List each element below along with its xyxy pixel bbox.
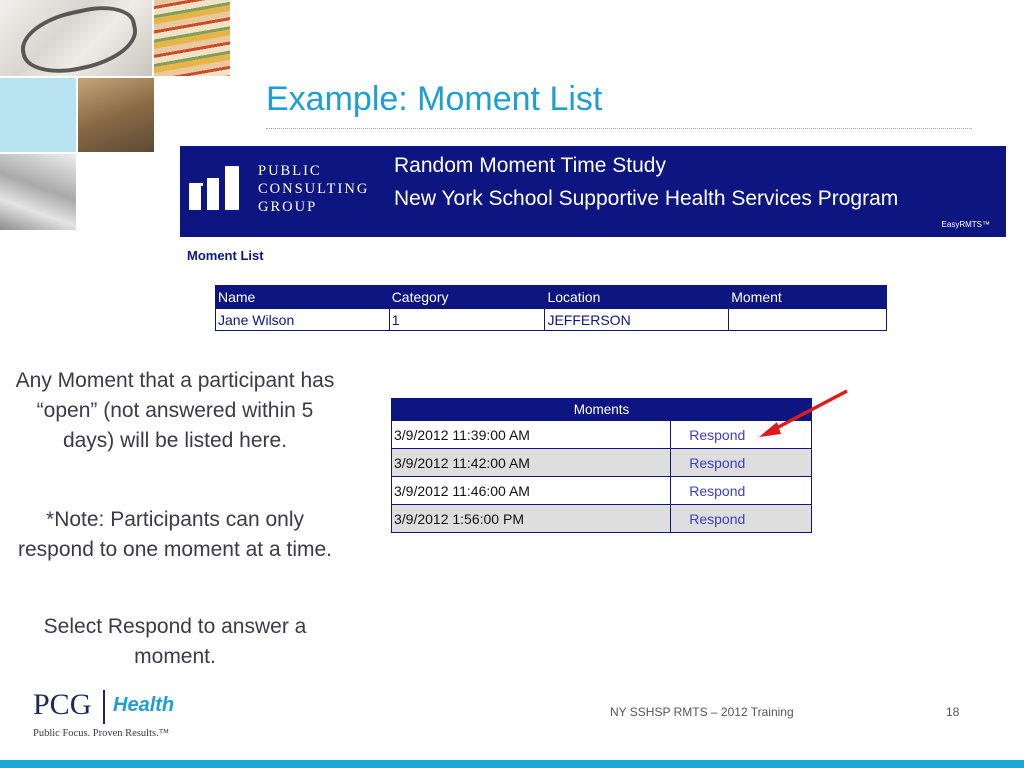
respond-link[interactable]: Respond	[671, 421, 812, 449]
column-header-location: Location	[545, 286, 729, 309]
respond-link[interactable]: Respond	[671, 477, 812, 505]
table-row	[392, 505, 812, 533]
pcg-health-logo	[33, 688, 213, 748]
column-header-category: Category	[389, 286, 545, 309]
glasses-image	[15, 0, 143, 76]
page-number: 18	[946, 705, 960, 719]
respond-link[interactable]: Respond	[671, 449, 812, 477]
pcg-pillars-icon	[189, 166, 245, 210]
bottom-accent-bar	[0, 760, 1024, 768]
cell-category: 1	[389, 309, 545, 331]
photo-office-people	[78, 78, 154, 152]
moment-time: 3/9/2012 11:39:00 AM	[392, 421, 671, 449]
pcg-wordmark	[258, 162, 369, 216]
moments-table	[391, 398, 812, 533]
banner-subtitle: New York School Supportive Health Services Program	[394, 187, 899, 210]
photo-papers-glasses	[0, 0, 152, 76]
cell-location: JEFFERSON	[545, 309, 729, 331]
moment-time: 3/9/2012 1:56:00 PM	[392, 505, 671, 533]
table-row	[392, 477, 812, 505]
note-one-moment: *Note: Participants can only respond to one moment at a time.	[17, 508, 332, 561]
cell-name: Jane Wilson	[216, 309, 390, 331]
table-header-row	[216, 286, 887, 309]
respond-link[interactable]: Respond	[671, 505, 812, 533]
photo-blue-tile	[0, 78, 76, 152]
product-badge: EasyRMTS™	[941, 220, 990, 229]
footer-text: NY SSHSP RMTS – 2012 Training	[610, 705, 794, 719]
red-arrow-icon	[755, 388, 850, 440]
column-header-moment: Moment	[729, 286, 887, 309]
logo-divider	[103, 690, 105, 724]
table-row	[216, 309, 887, 331]
moment-time: 3/9/2012 11:46:00 AM	[392, 477, 671, 505]
rmts-banner	[180, 146, 1006, 237]
moment-time: 3/9/2012 11:42:00 AM	[392, 449, 671, 477]
pcg-tagline: Public Focus. Proven Results.™	[33, 728, 170, 739]
note-open-moments: Any Moment that a participant has “open” (not answered within 5 days) will be listed here.	[15, 369, 335, 452]
photo-file-folders	[154, 0, 230, 76]
moments-header: Moments	[392, 399, 812, 421]
table-row	[392, 449, 812, 477]
org-line-3: GROUP	[258, 199, 318, 215]
banner-title: Random Moment Time Study	[394, 154, 666, 177]
org-line-1: PUBLIC	[258, 163, 322, 179]
photo-hands-pen	[0, 154, 76, 230]
note-select-respond: Select Respond to answer a moment.	[43, 615, 307, 668]
table-row	[392, 421, 812, 449]
moment-list-heading: Moment List	[187, 248, 264, 263]
org-line-2: CONSULTING	[258, 181, 370, 197]
slide-title: Example: Moment List	[266, 80, 603, 118]
column-header-name: Name	[216, 286, 390, 309]
title-divider	[266, 128, 972, 129]
participant-table	[215, 285, 887, 331]
cell-moment	[729, 309, 887, 331]
pcg-division: Health	[113, 694, 175, 716]
pcg-mark: PCG	[33, 688, 92, 721]
